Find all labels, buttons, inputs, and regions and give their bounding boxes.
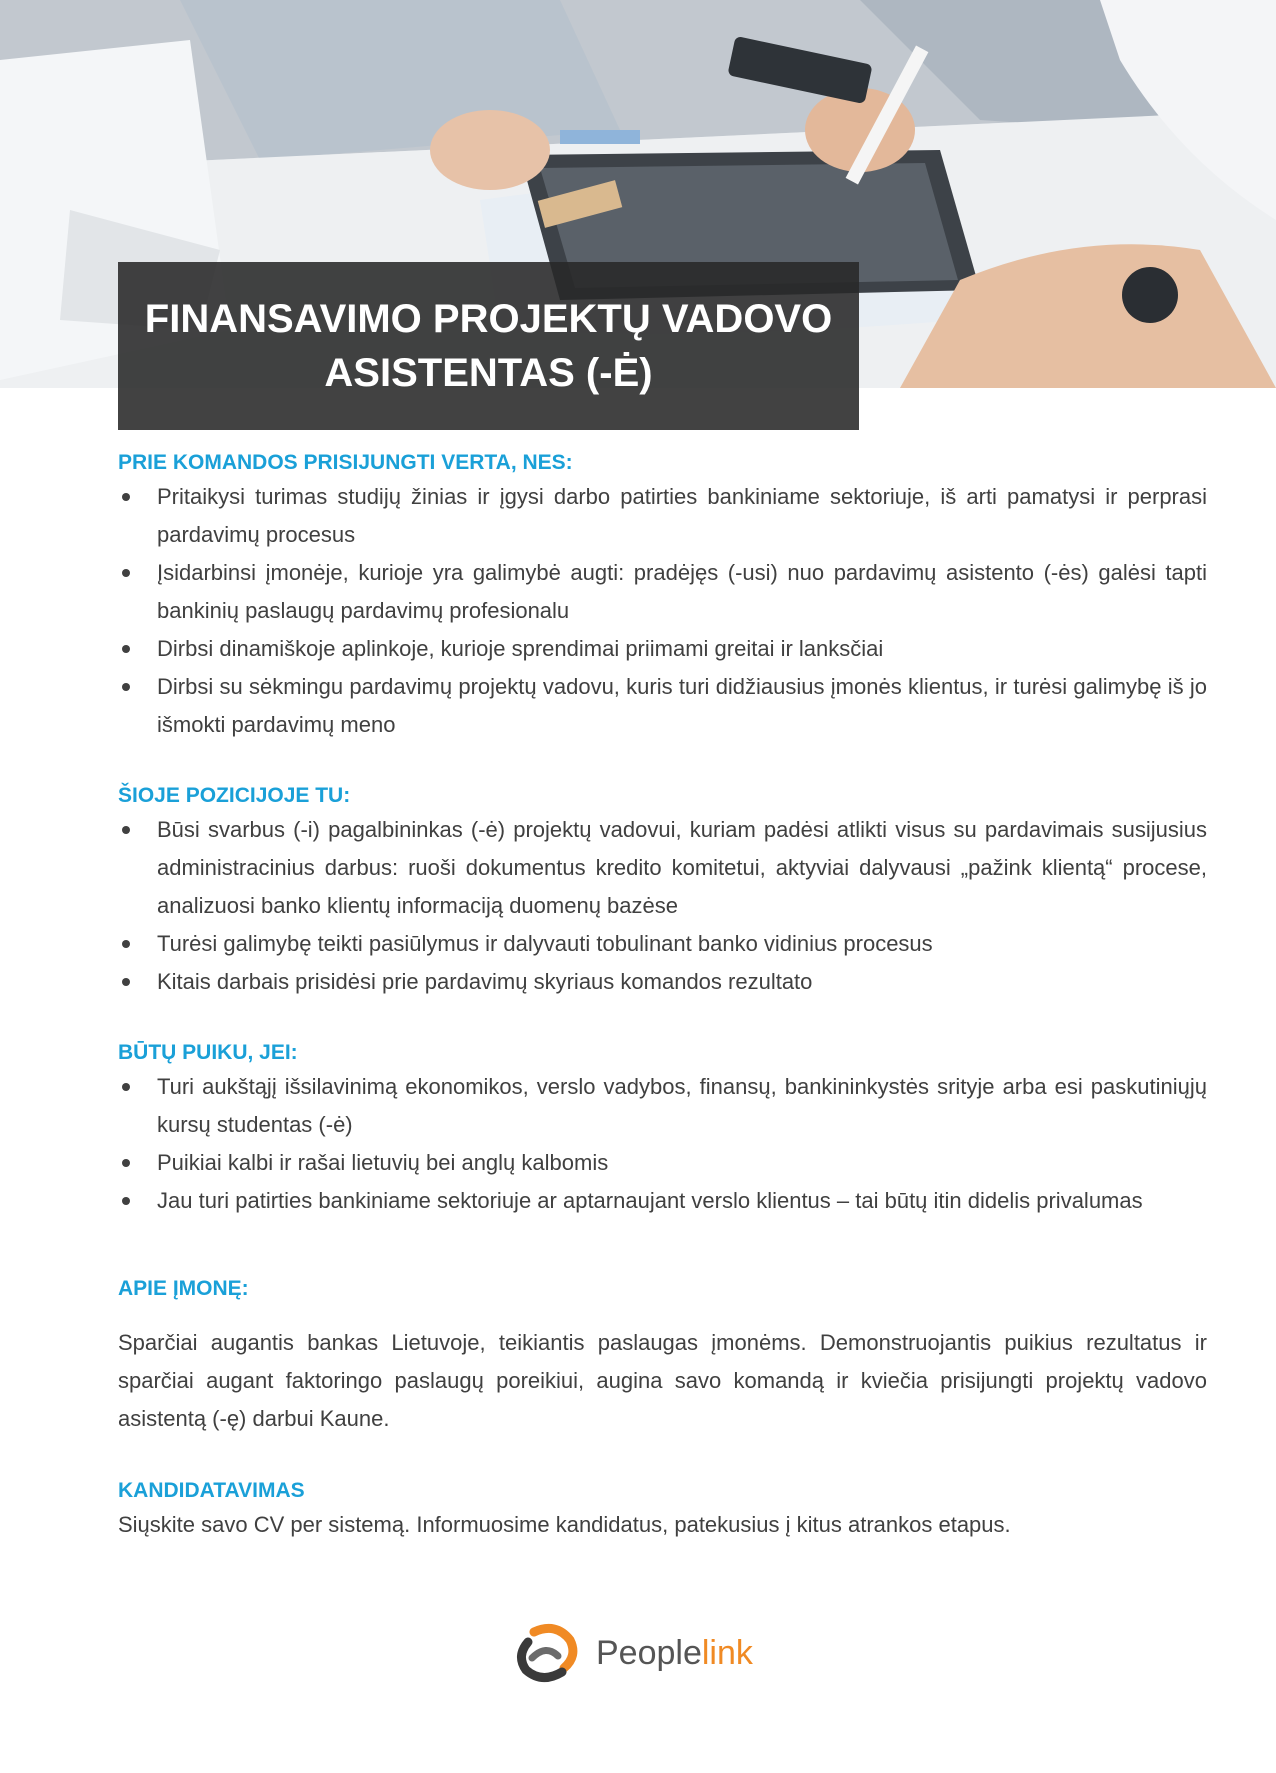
bullet-icon	[122, 645, 130, 653]
list-item: Puikiai kalbi ir rašai lietuvių bei anglų kalbomis	[118, 1144, 1207, 1182]
bullet-icon	[122, 1197, 130, 1205]
section-heading-apply: KANDIDATAVIMAS	[118, 1479, 305, 1502]
bullet-icon	[122, 978, 130, 986]
list-item: Kitais darbais prisidėsi prie pardavimų skyriaus komandos rezultato	[118, 963, 1207, 1001]
section-heading-position: ŠIOJE POZICIJOJE TU:	[118, 784, 351, 807]
list-item: Turi aukštąjį išsilavinimą ekonomikos, verslo vadybos, finansų, bankininkystės srityje arba esi paskutiniųjų kursų studentas (-ė)	[118, 1068, 1207, 1144]
why-list	[118, 478, 1207, 744]
list-item: Dirbsi dinamiškoje aplinkoje, kurioje sprendimai priimami greitai ir lanksčiai	[118, 630, 1207, 668]
list-item: Būsi svarbus (-i) pagalbininkas (-ė) projektų vadovui, kuriam padėsi atlikti visus su pardavimais susijusius administracinius darbus: ruoši dokumentus kredito komitetui, aktyviai dalyvausi „pažink klientą“ procese, analizuosi banko klientų informaciją duomenų bazėse	[118, 811, 1207, 925]
job-title-line-1: FINANSAVIMO PROJEKTŲ VADOVO	[144, 297, 833, 341]
requirements-list	[118, 1068, 1207, 1220]
list-item: Pritaikysi turimas studijų žinias ir įgysi darbo patirties bankiniame sektoriuje, iš arti pamatysi ir perprasi pardavimų procesus	[118, 478, 1207, 554]
bullet-icon	[122, 826, 130, 834]
section-heading-why: PRIE KOMANDOS PRISIJUNGTI VERTA, NES:	[118, 451, 573, 474]
section-heading-requirements: BŪTŲ PUIKU, JEI:	[118, 1041, 298, 1064]
apply-instructions: Siųskite savo CV per sistemą. Informuosime kandidatus, patekusius į kitus atrankos etapus.	[118, 1512, 1011, 1537]
list-item: Jau turi patirties bankiniame sektoriuje ar aptarnaujant verslo klientus – tai būtų itin didelis privalumas	[118, 1182, 1207, 1220]
job-title-line-2: ASISTENTAS (-Ė)	[324, 351, 653, 395]
list-item: Įsidarbinsi įmonėje, kurioje yra galimybė augti: pradėjęs (-usi) nuo pardavimų asistento (-ės) galėsi tapti bankinių paslaugų pardavimų profesionalu	[118, 554, 1207, 630]
bullet-icon	[122, 569, 130, 577]
job-title-box	[118, 262, 859, 430]
company-description: Sparčiai augantis bankas Lietuvoje, teikiantis paslaugas įmonėms. Demonstruojantis puikius rezultatus ir sparčiai augant faktoringo paslaugų poreikiui, augina savo komandą ir kviečia prisijungti projektų vadovo asistentą (-ę) darbui Kaune.	[118, 1330, 1207, 1431]
logo-text: Peoplelink	[596, 1633, 753, 1672]
bullet-icon	[122, 1083, 130, 1091]
bullet-icon	[122, 683, 130, 691]
list-item: Turėsi galimybę teikti pasiūlymus ir dalyvauti tobulinant banko vidinius procesus	[118, 925, 1207, 963]
position-list	[118, 811, 1207, 1001]
section-heading-company: APIE ĮMONĘ:	[118, 1277, 249, 1300]
list-item: Dirbsi su sėkmingu pardavimų projektų vadovu, kuris turi didžiausius įmonės klientus, ir turėsi galimybę iš jo išmokti pardavimų meno	[118, 668, 1207, 744]
bullet-icon	[122, 1159, 130, 1167]
bullet-icon	[122, 940, 130, 948]
bullet-icon	[122, 493, 130, 501]
job-description	[118, 448, 1207, 1544]
peoplelink-logo	[512, 1618, 753, 1688]
peoplelink-logo-icon	[512, 1618, 582, 1688]
